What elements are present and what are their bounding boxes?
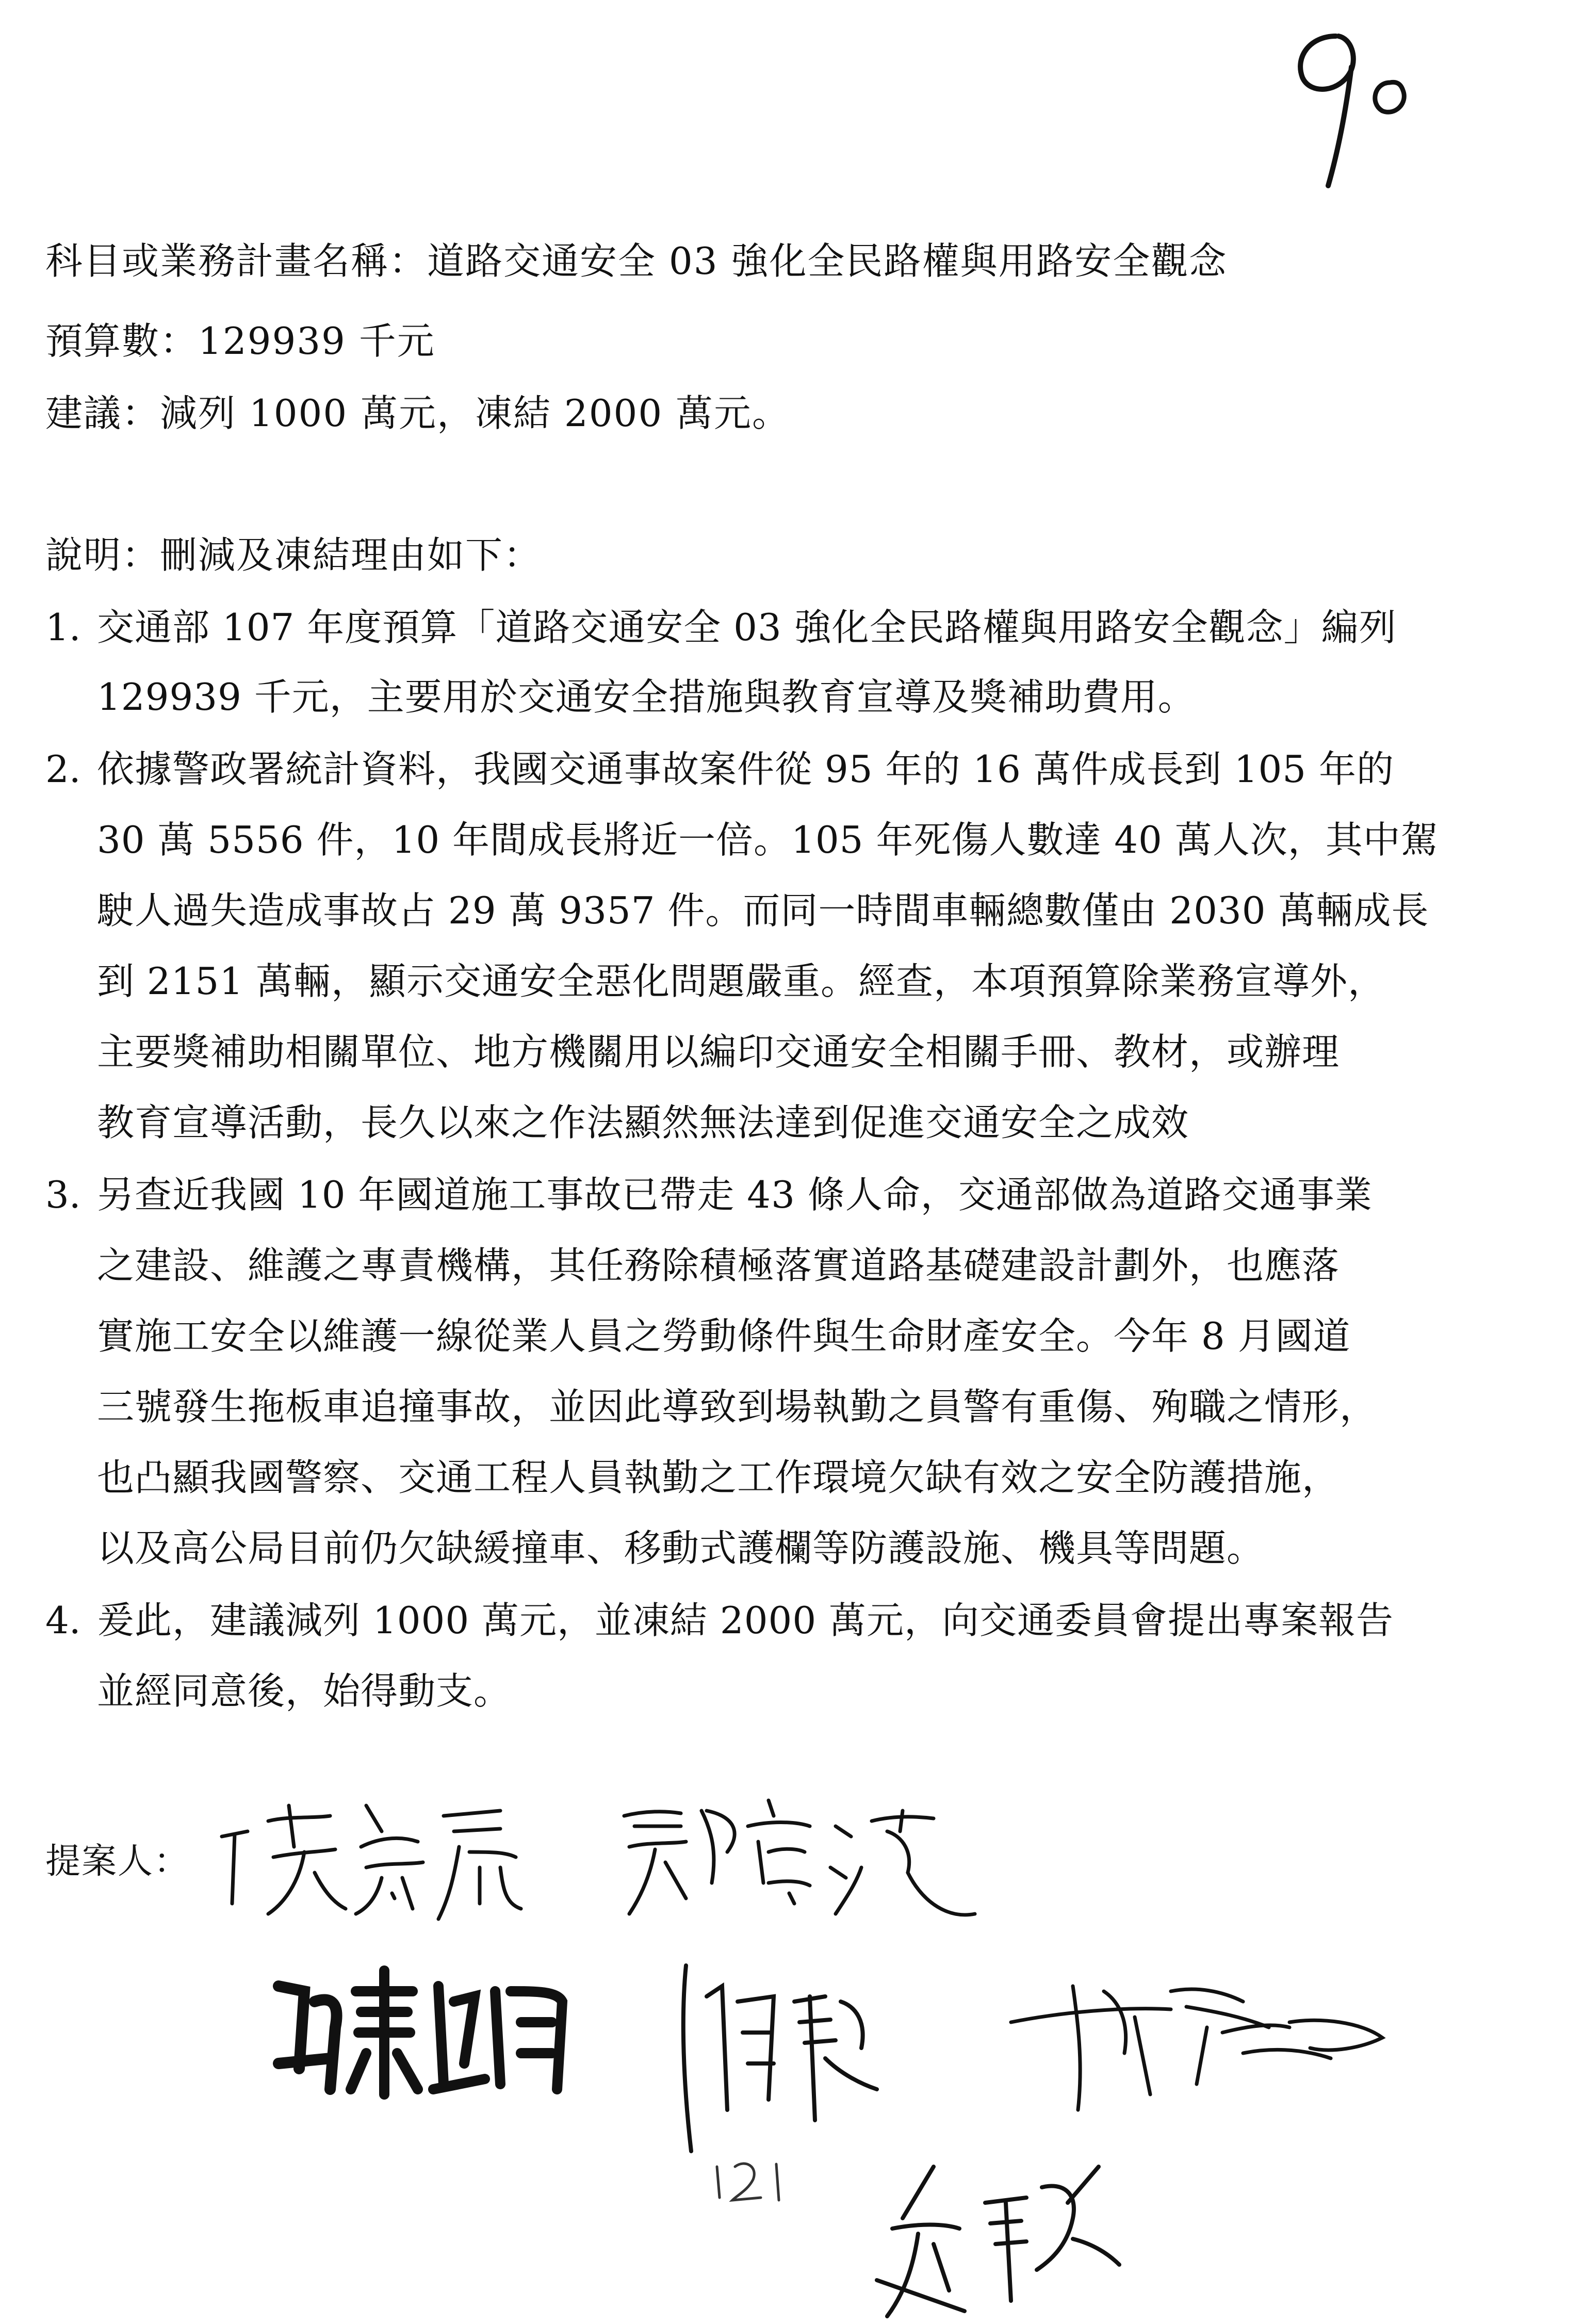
item-number: 3. xyxy=(45,1173,81,1216)
signature-6 xyxy=(872,2156,1140,2321)
item-line: 以及高公局目前仍欠缺緩撞車、移動式護欄等防護設施、機具等問題。 xyxy=(97,1526,1265,1570)
signature-5 xyxy=(1001,1960,1393,2136)
proposal-value: 減列 1000 萬元，凍結 2000 萬元。 xyxy=(160,392,791,435)
item-line: 到 2151 萬輛，顯示交通安全惡化問題嚴重。經查，本項預算除業務宣導外， xyxy=(97,960,1386,1003)
item-number: 1. xyxy=(45,606,81,649)
budget-value: 129939 千元 xyxy=(198,319,435,363)
budget-label: 預算數： xyxy=(45,319,199,363)
item-line: 129939 千元，主要用於交通安全措施與教育宣導及獎補助費用。 xyxy=(97,675,1196,719)
handwritten-page-number xyxy=(1274,21,1429,191)
proposer-label: 提案人： xyxy=(45,1841,190,1882)
item-line: 30 萬 5556 件，10 年間成長將近一倍。105 年死傷人數達 40 萬人次，其中駕 xyxy=(97,818,1439,862)
item-line: 之建設、維護之專責機構，其任務除積極落實道路基礎建設計劃外，也應落 xyxy=(97,1244,1340,1287)
item-line: 實施工安全以維護一線從業人員之勞動條件與生命財產安全。今年 8 月國道 xyxy=(97,1314,1351,1358)
subject-value: 道路交通安全 03 強化全民路權與用路安全觀念 xyxy=(427,239,1228,283)
signature-3 xyxy=(268,1960,598,2115)
budget-line xyxy=(45,319,435,363)
item-line: 教育宣導活動，長久以來之作法顯然無法達到促進交通安全之成效 xyxy=(97,1101,1189,1144)
signature-4 xyxy=(671,1955,939,2156)
signature-1 xyxy=(211,1775,542,1929)
item-number: 2. xyxy=(45,747,81,791)
explanation-heading: 說明：刪減及凍結理由如下： xyxy=(45,533,542,577)
subject-line xyxy=(45,239,1228,283)
subject-label: 科目或業務計畫名稱： xyxy=(45,239,428,283)
proposal-label: 建議： xyxy=(45,392,160,435)
item-line: 三號發生拖板車追撞事故，並因此導致到場執勤之員警有重傷、殉職之情形， xyxy=(97,1385,1378,1428)
signature-2 xyxy=(614,1780,995,1971)
item-line: 交通部 107 年度預算「道路交通安全 03 強化全民路權與用路安全觀念」編列 xyxy=(97,606,1397,649)
proposal-line xyxy=(45,392,791,435)
handwritten-note xyxy=(707,2151,799,2208)
item-line: 爰此，建議減列 1000 萬元，並凍結 2000 萬元，向交通委員會提出專案報告 xyxy=(97,1599,1394,1642)
item-line: 駛人過失造成事故占 29 萬 9357 件。而同一時間車輛總數僅由 2030 萬輛成長 xyxy=(97,889,1429,932)
item-line: 依據警政署統計資料，我國交通事故案件從 95 年的 16 萬件成長到 105 年的 xyxy=(97,747,1394,791)
item-line: 也凸顯我國警察、交通工程人員執勤之工作環境欠缺有效之安全防護措施， xyxy=(97,1456,1340,1499)
item-line: 另查近我國 10 年國道施工事故已帶走 43 條人命，交通部做為道路交通事業 xyxy=(97,1173,1373,1216)
item-line: 主要獎補助相關單位、地方機關用以編印交通安全相關手冊、教材，或辦理 xyxy=(97,1030,1340,1074)
item-line: 並經同意後，始得動支。 xyxy=(97,1669,512,1713)
item-number: 4. xyxy=(45,1599,81,1642)
